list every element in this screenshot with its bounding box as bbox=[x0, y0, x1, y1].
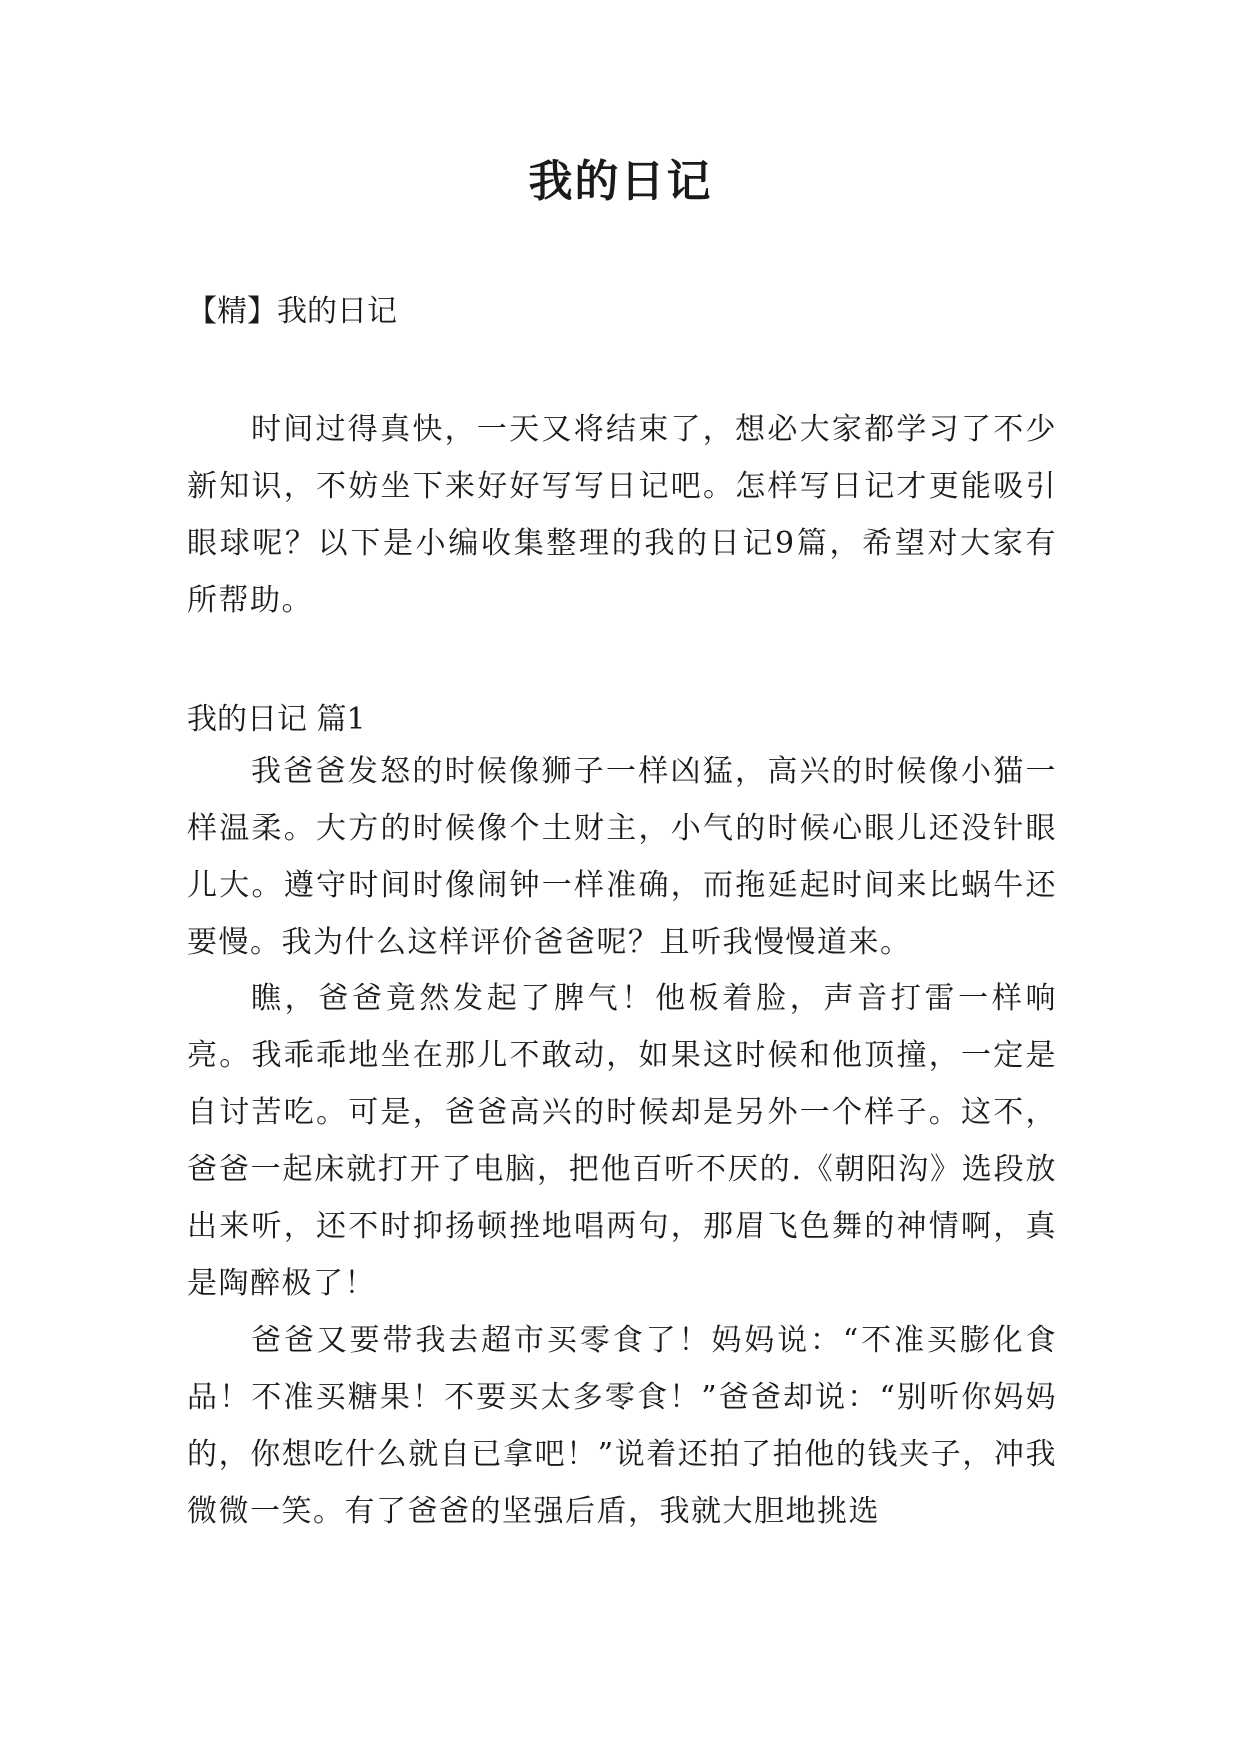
body-paragraph: 爸爸又要带我去超市买零食了！妈妈说：“不准买膨化食品！不准买糖果！不要买太多零食！”爸爸却说：“别听你妈妈的，你想吃什么就自已拿吧！”说着还拍了拍他的钱夹子，冲我微微一笑。有了爸爸的坚强后盾，我就大胆地挑选 bbox=[187, 1323, 1057, 1529]
section-heading: 我的日记 篇1 bbox=[187, 702, 366, 737]
document-title: 我的日记 bbox=[528, 156, 713, 207]
body-paragraph: 瞧，爸爸竟然发起了脾气！他板着脸，声音打雷一样响亮。我乖乖地坐在那儿不敢动，如果这时候和他顶撞，一定是自讨苦吃。可是，爸爸高兴的时候却是另外一个样子。这不，爸爸一起床就打开了电脑，把他百听不厌的.《朝阳沟》选段放出来听，还不时抑扬顿挫地唱两句，那眉飞色舞的神情啊，真是陶醉极了！ bbox=[187, 981, 1057, 1301]
intro-paragraph: 时间过得真快，一天又将结束了，想必大家都学习了不少新知识，不妨坐下来好好写写日记吧。怎样写日记才更能吸引眼球呢？以下是小编收集整理的我的日记9篇，希望对大家有所帮助。 bbox=[187, 412, 1057, 618]
document-subtitle: 【精】我的日记 bbox=[187, 294, 397, 329]
body-paragraph: 我爸爸发怒的时候像狮子一样凶猛，高兴的时候像小猫一样温柔。大方的时候像个土财主，小气的时候心眼儿还没针眼儿大。遵守时间时像闹钟一样准确，而拖延起时间来比蜗牛还要慢。我为什么这样评价爸爸呢？且听我慢慢道来。 bbox=[187, 754, 1057, 960]
